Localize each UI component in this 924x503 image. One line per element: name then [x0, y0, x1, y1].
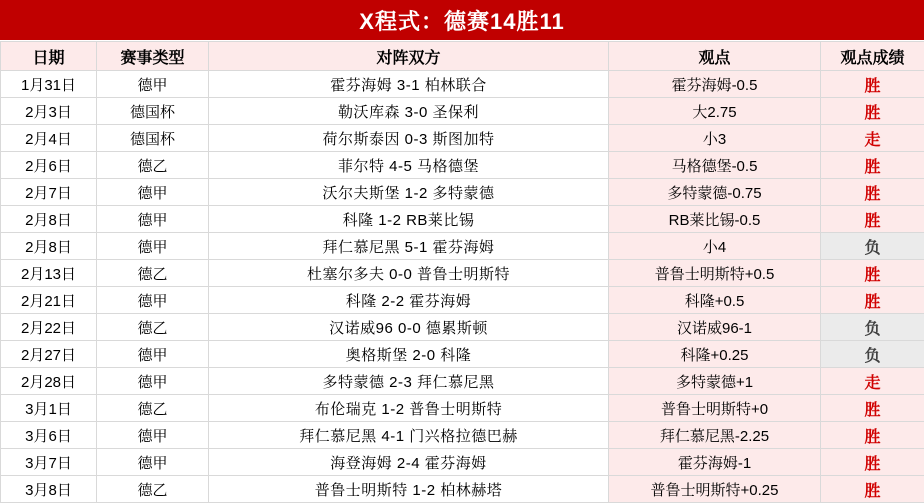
table-row — [1, 422, 924, 449]
cell-view: 普鲁士明斯特+0.25 — [609, 476, 821, 503]
table-row — [1, 341, 924, 368]
cell-match: 菲尔特 4-5 马格德堡 — [209, 152, 609, 179]
table-row — [1, 476, 924, 503]
cell-type: 德甲 — [97, 179, 209, 206]
cell-result: 胜 — [821, 260, 924, 287]
table-row — [1, 260, 924, 287]
cell-view: 科隆+0.5 — [609, 287, 821, 314]
cell-type: 德乙 — [97, 476, 209, 503]
cell-date: 2月3日 — [1, 98, 97, 125]
cell-match: 科隆 2-2 霍芬海姆 — [209, 287, 609, 314]
cell-result: 负 — [821, 341, 924, 368]
cell-date: 3月6日 — [1, 422, 97, 449]
cell-type: 德乙 — [97, 395, 209, 422]
cell-view: 小3 — [609, 125, 821, 152]
column-header-match: 对阵双方 — [209, 42, 609, 71]
cell-view: 科隆+0.25 — [609, 341, 821, 368]
results-table — [0, 41, 924, 503]
cell-type: 德乙 — [97, 260, 209, 287]
cell-date: 2月28日 — [1, 368, 97, 395]
cell-view: 霍芬海姆-1 — [609, 449, 821, 476]
table-row — [1, 71, 924, 98]
cell-view: 普鲁士明斯特+0.5 — [609, 260, 821, 287]
cell-date: 2月21日 — [1, 287, 97, 314]
cell-view: 马格德堡-0.5 — [609, 152, 821, 179]
table-row — [1, 98, 924, 125]
cell-result: 负 — [821, 233, 924, 260]
table-row — [1, 206, 924, 233]
cell-match: 科隆 1-2 RB莱比锡 — [209, 206, 609, 233]
cell-match: 多特蒙德 2-3 拜仁慕尼黑 — [209, 368, 609, 395]
cell-view: RB莱比锡-0.5 — [609, 206, 821, 233]
table-row — [1, 179, 924, 206]
cell-view: 汉诺威96-1 — [609, 314, 821, 341]
cell-result: 负 — [821, 314, 924, 341]
cell-date: 2月6日 — [1, 152, 97, 179]
cell-match: 拜仁慕尼黑 5-1 霍芬海姆 — [209, 233, 609, 260]
cell-type: 德甲 — [97, 206, 209, 233]
table-row — [1, 368, 924, 395]
cell-type: 德甲 — [97, 341, 209, 368]
table-row — [1, 152, 924, 179]
cell-type: 德甲 — [97, 368, 209, 395]
table-header — [1, 42, 924, 71]
cell-date: 1月31日 — [1, 71, 97, 98]
cell-result: 胜 — [821, 206, 924, 233]
cell-view: 普鲁士明斯特+0 — [609, 395, 821, 422]
cell-date: 2月27日 — [1, 341, 97, 368]
column-header-type: 赛事类型 — [97, 42, 209, 71]
page-title — [0, 0, 924, 41]
cell-view: 多特蒙德+1 — [609, 368, 821, 395]
cell-date: 2月7日 — [1, 179, 97, 206]
cell-date: 2月8日 — [1, 233, 97, 260]
column-header-result: 观点成绩 — [821, 42, 924, 71]
cell-result: 走 — [821, 368, 924, 395]
cell-date: 2月13日 — [1, 260, 97, 287]
cell-match: 杜塞尔多夫 0-0 普鲁士明斯特 — [209, 260, 609, 287]
cell-match: 奥格斯堡 2-0 科隆 — [209, 341, 609, 368]
table-body — [1, 71, 924, 503]
cell-view: 拜仁慕尼黑-2.25 — [609, 422, 821, 449]
cell-match: 普鲁士明斯特 1-2 柏林赫塔 — [209, 476, 609, 503]
cell-match: 霍芬海姆 3-1 柏林联合 — [209, 71, 609, 98]
table-row — [1, 449, 924, 476]
cell-view: 小4 — [609, 233, 821, 260]
cell-type: 德国杯 — [97, 98, 209, 125]
cell-date: 2月22日 — [1, 314, 97, 341]
cell-result: 走 — [821, 125, 924, 152]
cell-result: 胜 — [821, 179, 924, 206]
cell-match: 海登海姆 2-4 霍芬海姆 — [209, 449, 609, 476]
page-title-text: X程式：德赛14胜11 — [359, 5, 564, 36]
cell-match: 汉诺威96 0-0 德累斯顿 — [209, 314, 609, 341]
cell-result: 胜 — [821, 287, 924, 314]
cell-result: 胜 — [821, 476, 924, 503]
cell-type: 德乙 — [97, 152, 209, 179]
cell-date: 3月8日 — [1, 476, 97, 503]
cell-match: 沃尔夫斯堡 1-2 多特蒙德 — [209, 179, 609, 206]
table-row — [1, 287, 924, 314]
cell-date: 2月4日 — [1, 125, 97, 152]
cell-result: 胜 — [821, 422, 924, 449]
cell-type: 德国杯 — [97, 125, 209, 152]
cell-view: 霍芬海姆-0.5 — [609, 71, 821, 98]
cell-type: 德甲 — [97, 422, 209, 449]
table-row — [1, 395, 924, 422]
cell-result: 胜 — [821, 71, 924, 98]
cell-result: 胜 — [821, 449, 924, 476]
cell-match: 布伦瑞克 1-2 普鲁士明斯特 — [209, 395, 609, 422]
cell-date: 3月7日 — [1, 449, 97, 476]
cell-match: 拜仁慕尼黑 4-1 门兴格拉德巴赫 — [209, 422, 609, 449]
cell-type: 德甲 — [97, 233, 209, 260]
cell-view: 多特蒙德-0.75 — [609, 179, 821, 206]
cell-result: 胜 — [821, 98, 924, 125]
cell-type: 德甲 — [97, 71, 209, 98]
table-row — [1, 314, 924, 341]
cell-match: 勒沃库森 3-0 圣保利 — [209, 98, 609, 125]
column-header-view: 观点 — [609, 42, 821, 71]
cell-date: 2月8日 — [1, 206, 97, 233]
column-header-date: 日期 — [1, 42, 97, 71]
cell-type: 德甲 — [97, 287, 209, 314]
cell-match: 荷尔斯泰因 0-3 斯图加特 — [209, 125, 609, 152]
table-row — [1, 125, 924, 152]
table-row — [1, 233, 924, 260]
cell-result: 胜 — [821, 152, 924, 179]
table-header-row — [1, 42, 924, 71]
cell-result: 胜 — [821, 395, 924, 422]
cell-type: 德乙 — [97, 314, 209, 341]
cell-type: 德甲 — [97, 449, 209, 476]
cell-date: 3月1日 — [1, 395, 97, 422]
cell-view: 大2.75 — [609, 98, 821, 125]
